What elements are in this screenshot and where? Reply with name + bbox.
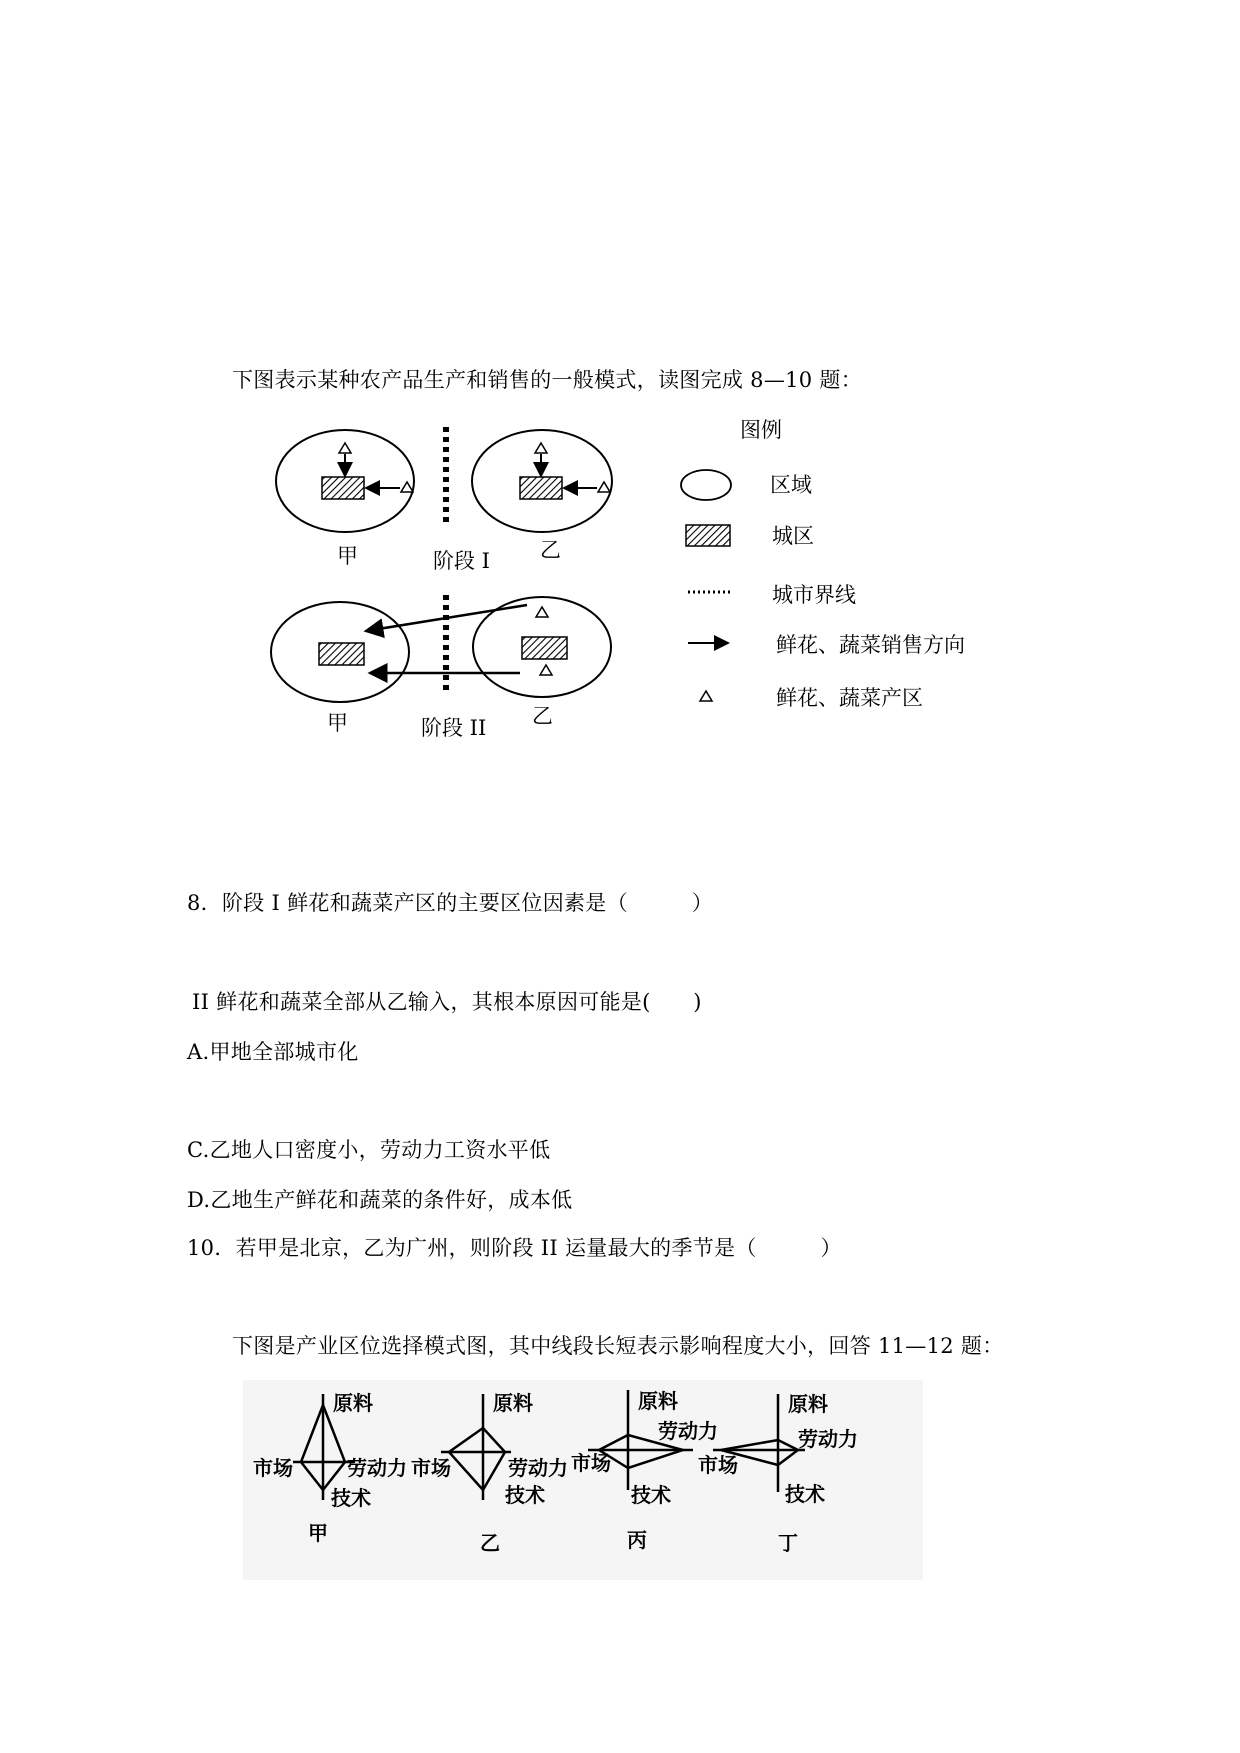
label-market: 市场 (253, 1456, 293, 1480)
question-8: 8．阶段 I 鲜花和蔬菜产区的主要区位因素是（ ） (187, 891, 714, 915)
producing-area-triangle (540, 665, 552, 675)
stage1-region-jia (276, 430, 414, 532)
label-technology: 技术 (331, 1486, 371, 1510)
label-yi: 乙 (480, 1531, 500, 1555)
legend-direction-label: 鲜花、蔬菜销售方向 (776, 633, 965, 657)
label-market: 市场 (698, 1453, 738, 1477)
label-raw-material: 原料 (788, 1392, 828, 1416)
question-9-option-a: A.甲地全部城市化 (187, 1040, 359, 1064)
label-labor: 劳动力 (347, 1456, 407, 1480)
intro-question-8-10: 下图表示某种农产品生产和销售的一般模式，读图完成 8—10 题： (232, 368, 863, 392)
label-labor: 劳动力 (798, 1427, 858, 1451)
label-stage2: 阶段 II (421, 716, 487, 740)
legend-boundary-label: 城市界线 (772, 583, 856, 607)
label-yi-stage1: 乙 (540, 538, 561, 562)
legend-producing-label: 鲜花、蔬菜产区 (776, 686, 923, 710)
label-labor: 劳动力 (508, 1456, 568, 1480)
stage1-region-yi (472, 430, 612, 532)
city-block (520, 477, 562, 499)
label-raw-material: 原料 (638, 1389, 678, 1413)
legend-city-label: 城区 (772, 524, 814, 548)
label-raw-material: 原料 (493, 1391, 533, 1415)
city-block (322, 477, 364, 499)
label-bing: 丙 (627, 1528, 647, 1552)
city-block (319, 643, 364, 665)
legend (681, 418, 965, 710)
label-market: 市场 (571, 1451, 611, 1475)
legend-region-label: 区域 (770, 473, 812, 497)
label-market: 市场 (411, 1456, 451, 1480)
label-jia-stage2: 甲 (327, 711, 348, 735)
label-technology: 技术 (785, 1482, 825, 1506)
legend-city-symbol (686, 525, 730, 546)
legend-title: 图例 (740, 418, 782, 442)
label-jia-stage1: 甲 (337, 544, 358, 568)
question-9-option-d: D.乙地生产鲜花和蔬菜的条件好，成本低 (187, 1188, 573, 1212)
label-raw-material: 原料 (333, 1391, 373, 1415)
label-technology: 技术 (505, 1483, 545, 1507)
label-yi-stage2: 乙 (532, 704, 553, 728)
question-9-option-c: C.乙地人口密度小，劳动力工资水平低 (187, 1138, 551, 1162)
stage2-region-jia (271, 602, 409, 702)
industry-location-diagram (243, 1380, 923, 1580)
label-labor: 劳动力 (658, 1419, 718, 1443)
intro-question-11-12: 下图是产业区位选择模式图，其中线段长短表示影响程度大小，回答 11—12 题： (232, 1334, 1004, 1358)
label-jia: 甲 (308, 1521, 328, 1545)
legend-region-symbol (681, 470, 731, 500)
label-ding: 丁 (778, 1531, 798, 1555)
agriculture-model-diagram (0, 405, 1240, 825)
city-block (522, 637, 567, 659)
legend-triangle-symbol (700, 691, 712, 701)
producing-area-triangle (536, 607, 548, 617)
producing-area-triangle (339, 443, 351, 453)
stage2-region-yi (473, 597, 611, 697)
producing-area-triangle (401, 482, 413, 492)
question-9: II 鲜花和蔬菜全部从乙输入，其根本原因可能是( ) (192, 990, 702, 1014)
producing-area-triangle (535, 443, 547, 453)
label-technology: 技术 (631, 1483, 671, 1507)
producing-area-triangle (598, 482, 610, 492)
label-stage1: 阶段 I (433, 549, 490, 573)
question-10: 10．若甲是北京，乙为广州，则阶段 II 运量最大的季节是（ ） (187, 1236, 842, 1260)
